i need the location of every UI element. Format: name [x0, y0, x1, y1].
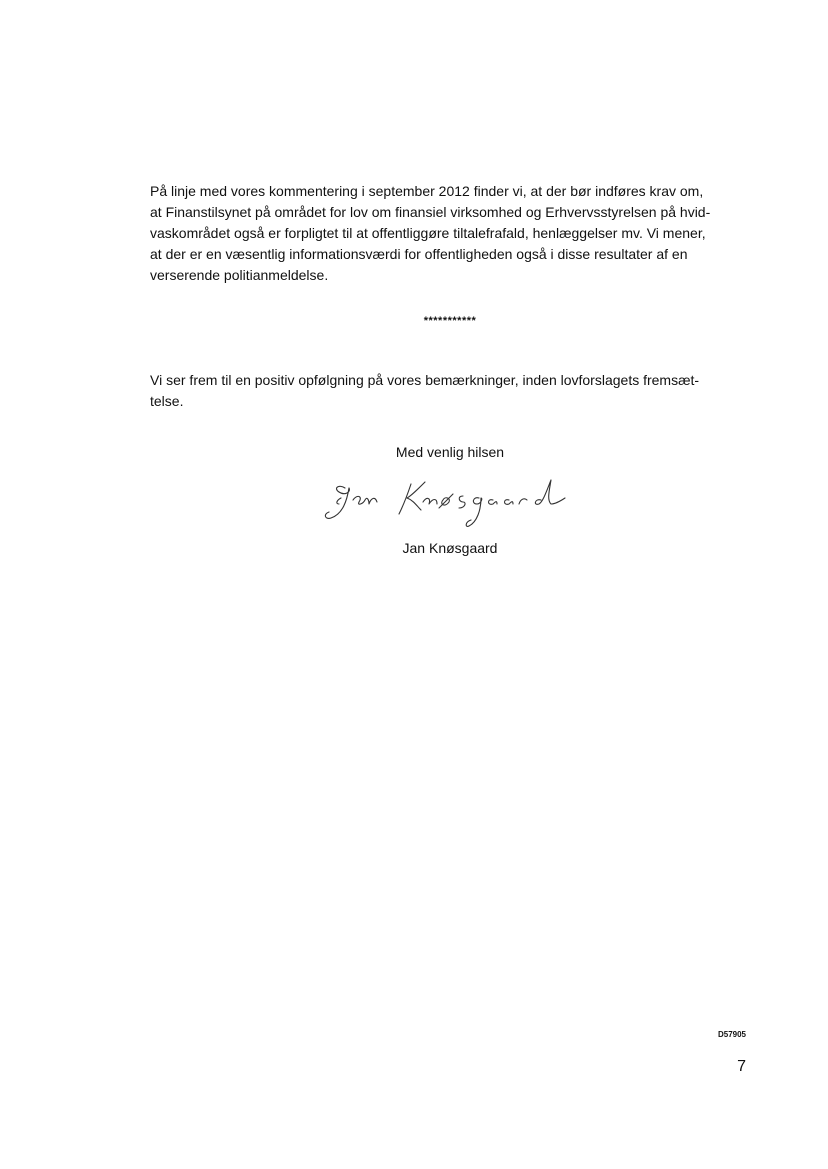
- closing-greeting: Med venlig hilsen: [395, 444, 505, 460]
- body-paragraph-2: [150, 370, 750, 412]
- paragraph-line: verserende politianmeldelse.: [150, 267, 329, 283]
- body-paragraph-1: [150, 181, 750, 286]
- paragraph-line: at der er en væsentlig informationsværdi for offentligheden også i disse resultater af en: [150, 246, 688, 262]
- paragraph-line: Vi ser frem til en positiv opfølgning på vores bemærkninger, inden lovforslagets fremsæt-: [150, 372, 700, 388]
- page-number: 7: [737, 1058, 746, 1075]
- paragraph-line: På linje med vores kommentering i september 2012 finder vi, at der bør indføres krav om,: [150, 183, 704, 199]
- document-id: D57905: [717, 1030, 746, 1039]
- section-separator: ***********: [423, 315, 477, 327]
- paragraph-line: telse.: [150, 393, 184, 409]
- paragraph-line: vaskområdet også er forpligtet til at offentliggøre tiltalefrafald, henlæggelser mv. Vi mener,: [150, 225, 706, 241]
- signer-name: Jan Knøsgaard: [402, 540, 498, 556]
- paragraph-line: at Finanstilsynet på området for lov om finansiel virksomhed og Erhvervsstyrelsen på hvid-: [150, 204, 711, 220]
- handwritten-signature: [315, 470, 595, 530]
